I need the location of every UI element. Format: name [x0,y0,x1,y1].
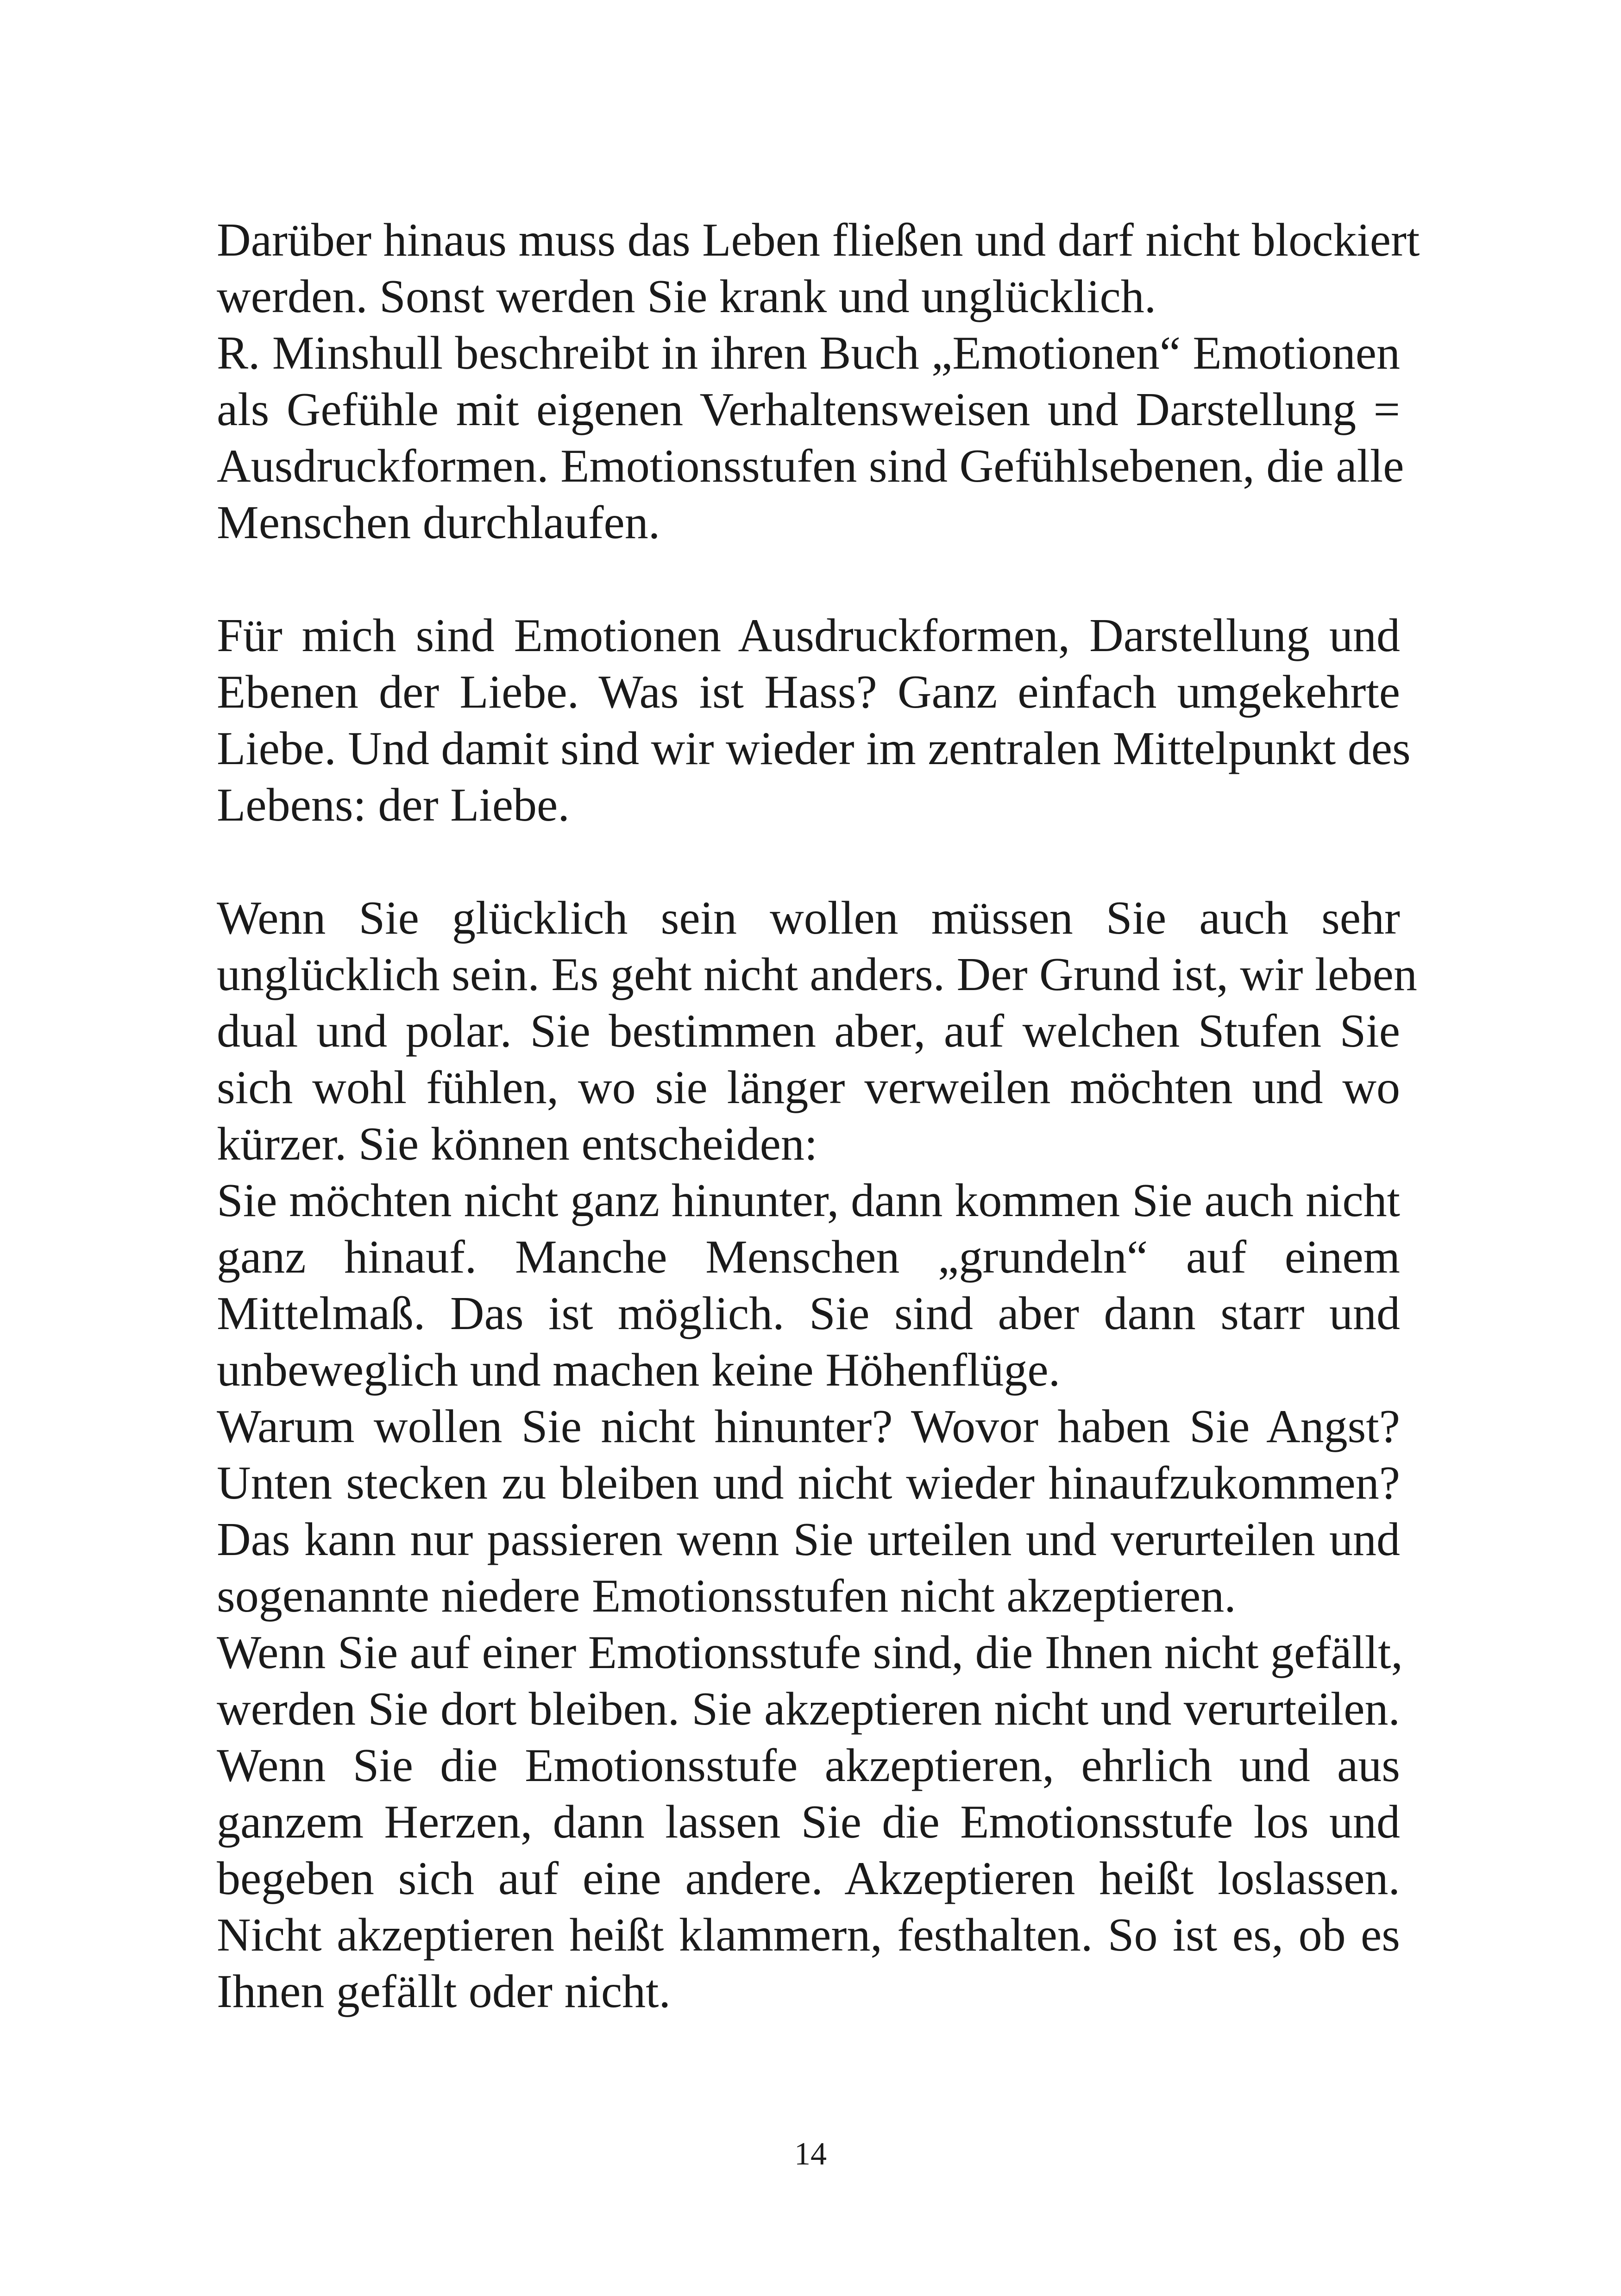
text-line: als Gefühle mit eigenen Verhaltensweisen und Darstellung = [217,383,1400,436]
paragraph [217,608,1411,834]
text-line: werden Sie dort bleiben. Sie akzeptieren nicht und verurteilen. [217,1683,1400,1735]
text-line: Mittelmaß. Das ist möglich. Sie sind aber dann starr und [217,1287,1400,1340]
text-line: Liebe. Und damit sind wir wieder im zentralen Mittelpunkt des [217,722,1411,775]
text-line: unbeweglich und machen keine Höhenflüge. [217,1344,1061,1396]
paragraph [217,212,1420,551]
text-line: Nicht akzeptieren heißt klammern, festhalten. So ist es, ob es [217,1909,1400,1961]
page-number: 14 [794,2136,827,2172]
text-line: unglücklich sein. Es geht nicht anders. Der Grund ist, wir leben [217,948,1417,1001]
text-line: Wenn Sie die Emotionsstufe akzeptieren, ehrlich und aus [217,1739,1400,1792]
text-line: Sie möchten nicht ganz hinunter, dann kommen Sie auch nicht [217,1174,1400,1227]
paragraph [217,890,1417,2020]
text-line: werden. Sonst werden Sie krank und unglücklich. [217,270,1156,323]
text-line: Ebenen der Liebe. Was ist Hass? Ganz einfach umgekehrte [217,666,1400,718]
text-line: Lebens: der Liebe. [217,779,570,831]
text-line: Unten stecken zu bleiben und nicht wieder hinaufzukommen? [217,1457,1400,1509]
paragraph-gap [217,834,1400,890]
body-text [217,212,1420,2020]
text-line: sich wohl fühlen, wo sie länger verweilen möchten und wo [217,1061,1400,1114]
text-line: Ausdruckformen. Emotionsstufen sind Gefühlsebenen, die alle [217,440,1404,492]
text-line: dual und polar. Sie bestimmen aber, auf welchen Stufen Sie [217,1005,1400,1057]
paragraph-gap [217,551,1400,608]
text-line: Warum wollen Sie nicht hinunter? Wovor haben Sie Angst? [217,1400,1400,1453]
text-line: begeben sich auf eine andere. Akzeptieren heißt loslassen. [217,1852,1400,1905]
text-line: kürzer. Sie können entscheiden: [217,1118,818,1170]
text-line: ganzem Herzen, dann lassen Sie die Emotionsstufe los und [217,1796,1400,1848]
text-line: Das kann nur passieren wenn Sie urteilen und verurteilen und [217,1513,1400,1566]
text-line: Ihnen gefällt oder nicht. [217,1965,671,2018]
text-line: Darüber hinaus muss das Leben fließen und darf nicht blockiert [217,214,1420,266]
text-line: Menschen durchlaufen. [217,496,660,549]
text-line: R. Minshull beschreibt in ihren Buch „Emotionen“ Emotionen [217,327,1400,379]
text-line: ganz hinauf. Manche Menschen „grundeln“ auf einem [217,1231,1400,1283]
text-line: sogenannte niedere Emotionsstufen nicht akzeptieren. [217,1570,1236,1622]
text-line: Wenn Sie glücklich sein wollen müssen Sie auch sehr [217,892,1400,944]
text-line: Für mich sind Emotionen Ausdruckformen, Darstellung und [217,609,1400,662]
text-line: Wenn Sie auf einer Emotionsstufe sind, die Ihnen nicht gefällt, [217,1626,1403,1679]
